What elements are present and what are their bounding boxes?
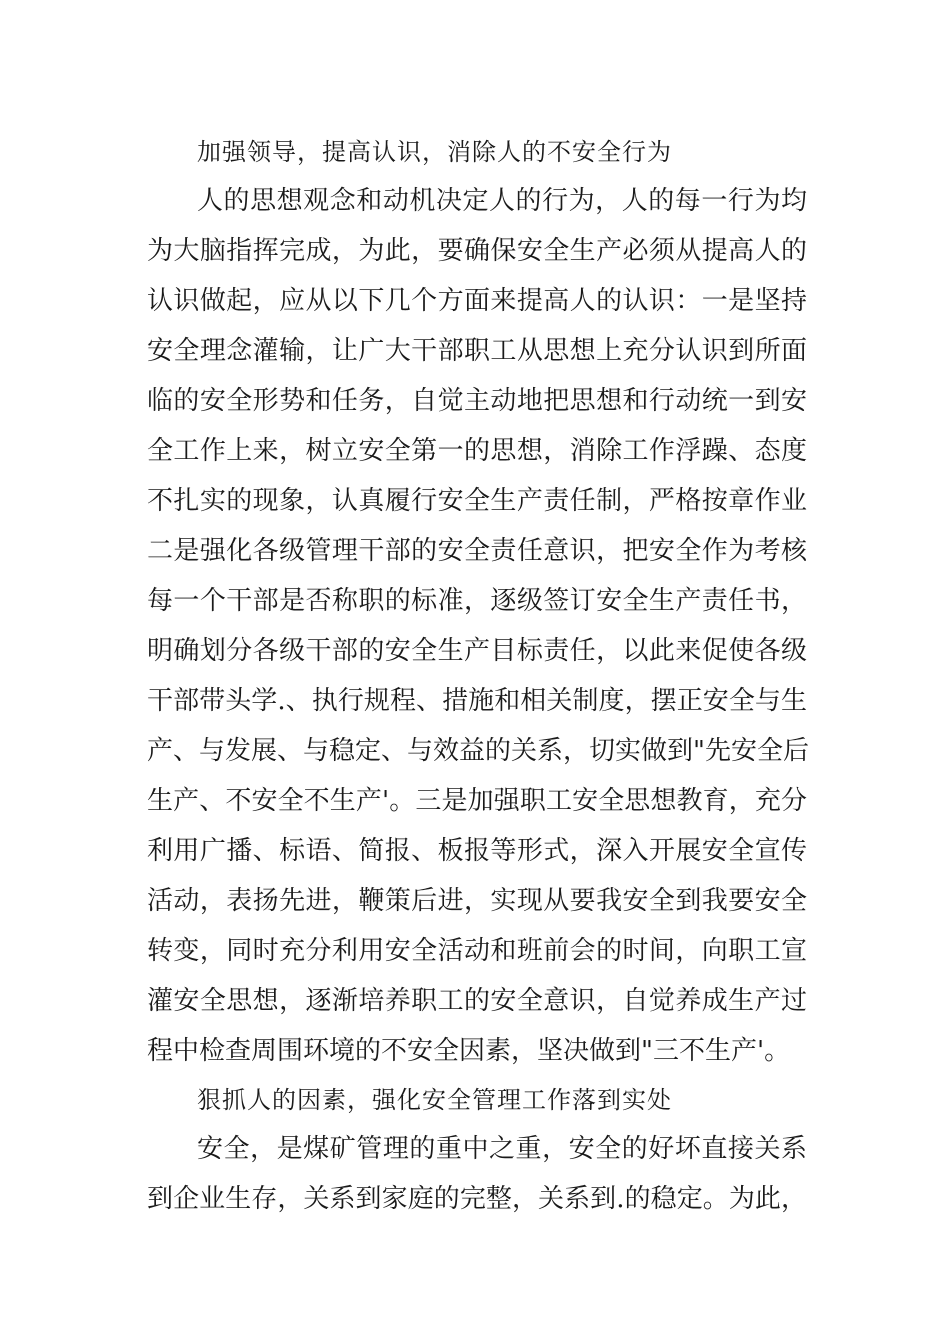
paragraph-2-line: 到企业生存，关系到家庭的完整，关系到.的稳定。为此，	[147, 1184, 807, 1214]
paragraph-1-line: 活动，表扬先进，鞭策后进，实现从要我安全到我要安全	[147, 886, 807, 916]
paragraph-1-line: 不扎实的现象，认真履行安全生产责任制，严格按章作业	[147, 486, 807, 516]
paragraph-1-line: 灌安全思想，逐渐培养职工的安全意识，自觉养成生产过	[147, 986, 807, 1016]
paragraph-1-line: 利用广播、标语、简报、板报等形式，深入开展安全宣传	[147, 836, 807, 866]
paragraph-1-line: 明确划分各级干部的安全生产目标责任，以此来促使各级	[147, 636, 807, 666]
section-heading-2: 狠抓人的因素，强化安全管理工作落到实处	[197, 1086, 672, 1114]
paragraph-1-line: 干部带头学.、执行规程、措施和相关制度，摆正安全与生	[147, 686, 807, 716]
paragraph-1-line: 产、与发展、与稳定、与效益的关系，切实做到"先安全后	[147, 736, 809, 766]
paragraph-2-line: 安全，是煤矿管理的重中之重，安全的好坏直接关系	[197, 1134, 807, 1164]
paragraph-1-line: 程中检查周围环境的不安全因素，坚决做到"三不生产'。	[147, 1036, 791, 1066]
paragraph-1-line: 安全理念灌输，让广大干部职工从思想上充分认识到所面	[147, 336, 807, 366]
paragraph-1-line: 人的思想观念和动机决定人的行为，人的每一行为均	[197, 186, 807, 216]
paragraph-1-line: 全工作上来，树立安全第一的思想，消除工作浮躁、态度	[147, 436, 807, 466]
paragraph-1-line: 为大脑指挥完成，为此，要确保安全生产必须从提高人的	[147, 236, 807, 266]
paragraph-1-line: 生产、不安全不生产'。三是加强职工安全思想教育，充分	[147, 786, 807, 816]
paragraph-1-line: 转变，同时充分利用安全活动和班前会的时间，向职工宣	[147, 936, 807, 966]
paragraph-1-line: 认识做起，应从以下几个方面来提高人的认识：一是坚持	[147, 286, 807, 316]
paragraph-1-line: 每一个干部是否称职的标准，逐级签订安全生产责任书，	[147, 586, 807, 616]
paragraph-1-line: 临的安全形势和任务，自觉主动地把思想和行动统一到安	[147, 386, 807, 416]
section-heading-1: 加强领导，提高认识，消除人的不安全行为	[197, 138, 672, 166]
paragraph-1-line: 二是强化各级管理干部的安全责任意识，把安全作为考核	[147, 536, 807, 566]
